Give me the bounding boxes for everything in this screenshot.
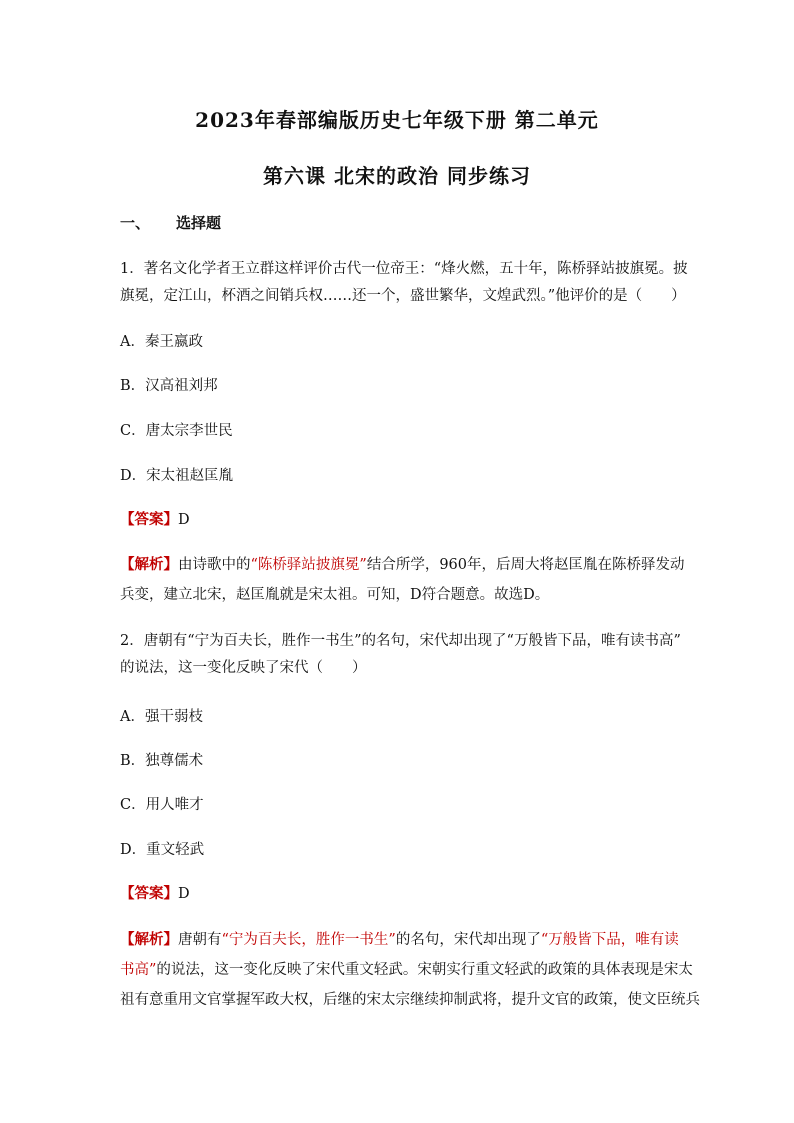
q1-option-c: C．唐太宗李世民	[120, 423, 233, 439]
q2-option-b: B．独尊儒术	[120, 753, 204, 769]
q2-option-a: A．强干弱枝	[120, 709, 203, 725]
q2-option-c: C．用人唯才	[120, 797, 204, 813]
q1-option-b: B．汉高祖刘邦	[120, 378, 218, 394]
q1-stem-line-1: 1．著名文化学者王立群这样评价古代一位帝王：“烽火燃，五十年，陈桥驿站披旗冕。披	[120, 261, 688, 277]
answer-value: D	[178, 886, 190, 902]
q2-explanation-line-1	[120, 927, 680, 953]
explanation-tag: 【解析】	[120, 556, 178, 573]
lesson-title: 第六课 北宋的政治 同步练习	[263, 164, 531, 188]
q2-option-d: D．重文轻武	[120, 842, 205, 858]
section-number: 一、	[120, 214, 151, 232]
q2-explanation-line-3: 祖有意重用文官掌握军政大权，后继的宋太宗继续抑制武将，提升文官的政策，使文臣统兵	[120, 992, 700, 1008]
answer-tag: 【答案】	[120, 511, 178, 528]
explanation-text: 由诗歌中的	[178, 557, 251, 573]
q1-stem-line-2: 旗冕，定江山，杯酒之间销兵权……还一个，盛世繁华，文煌武烈。”他评价的是（ ）	[120, 288, 686, 304]
explanation-text: 结合所学，960年，后周大将赵匡胤在陈桥驿发动	[366, 557, 685, 573]
explanation-text: 唐朝有	[178, 932, 222, 948]
explanation-quote: “陈桥驿站披旗冕”	[250, 557, 367, 573]
q2-answer	[120, 881, 680, 907]
q2-explanation-line-2	[120, 957, 693, 983]
q2-stem-line-1: 2．唐朝有“宁为百夫长，胜作一书生”的名句，宋代却出现了“万般皆下品，唯有读书高”	[120, 633, 681, 649]
answer-tag: 【答案】	[120, 885, 178, 902]
explanation-tag: 【解析】	[120, 931, 178, 948]
explanation-quote: “宁为百夫长，胜作一书生”	[221, 932, 396, 948]
section-title: 选择题	[176, 214, 222, 232]
explanation-text: 的说法，这一变化反映了宋代重文轻武。宋朝实行重文轻武的政策的具体表现是宋太	[156, 962, 693, 978]
q2-stem-line-2: 的说法，这一变化反映了宋代（ ）	[120, 660, 367, 676]
explanation-text: 的名句，宋代却出现了	[395, 932, 541, 948]
document-title: 2023年春部编版历史七年级下册 第二单元	[195, 108, 599, 132]
q1-explanation-line-2: 兵变，建立北宋，赵匡胤就是宋太祖。可知，D符合题意。故选D。	[120, 587, 550, 603]
q1-option-d: D．宋太祖赵匡胤	[120, 468, 234, 484]
section-heading	[120, 212, 221, 233]
answer-value: D	[178, 512, 190, 528]
explanation-quote: 书高”	[120, 962, 157, 978]
q1-answer	[120, 507, 680, 533]
q1-option-a: A．秦王嬴政	[120, 334, 203, 350]
q1-explanation-line-1	[120, 552, 685, 578]
explanation-quote: “万般皆下品，唯有读	[540, 932, 679, 948]
